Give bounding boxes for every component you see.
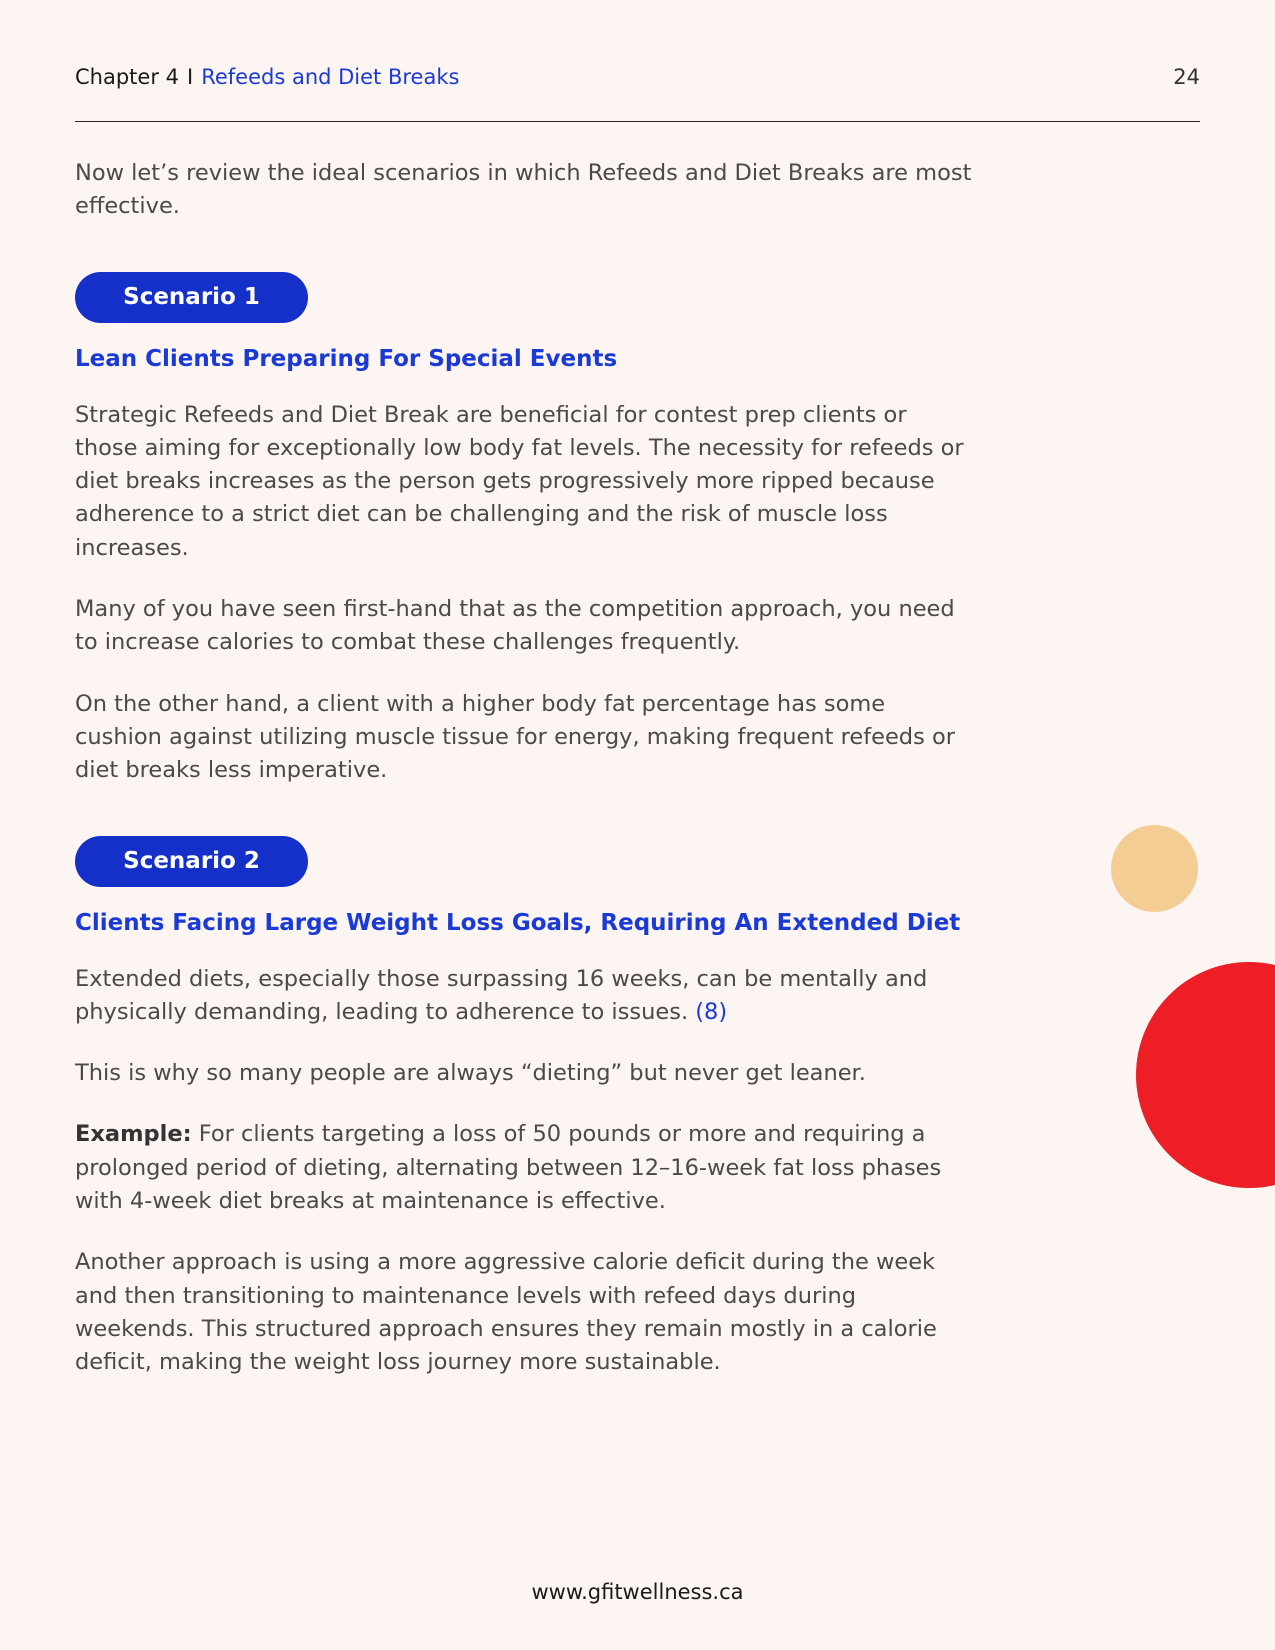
scenario-2-badge: Scenario 2: [75, 836, 308, 887]
example-text: For clients targeting a loss of 50 pounds or more and requiring a prolonged period of dieting, alternating between 12–16-week fat loss phases with 4-week diet breaks at maintenance is effective.: [75, 1121, 942, 1215]
scenario-1-paragraph: On the other hand, a client with a higher body fat percentage has some cushion against utilizing muscle tissue for energy, making frequent refeeds or diet breaks less imperative.: [75, 690, 955, 784]
page-header: [75, 62, 1200, 92]
example-label: Example:: [75, 1121, 192, 1148]
scenario-2-paragraph: [75, 963, 975, 1030]
page-content: [75, 157, 975, 1380]
scenario-2-section: [75, 836, 975, 1380]
example-paragraph: [75, 1118, 975, 1218]
scenario-2-paragraph: This is why so many people are always “dieting” but never get leaner.: [75, 1060, 866, 1087]
scenario-1-paragraph: Strategic Refeeds and Diet Break are beneficial for contest prep clients or those aiming for exceptionally low body fat levels. The necessity for refeeds or diet breaks increases as the person gets progressively more ripped because adherence to a strict diet can be challenging and the risk of muscle loss increases.: [75, 401, 964, 561]
paragraph-text: Extended diets, especially those surpassing 16 weeks, can be mentally and physically demanding, leading to adherence to issues.: [75, 965, 928, 1025]
scenario-2-paragraph: Another approach is using a more aggressive calorie deficit during the week and then transitioning to maintenance levels with refeed days during weekends. This structured approach ensures they remain mostly in a calorie deficit, making the weight loss journey more sustainable.: [75, 1249, 937, 1376]
chapter-label: Chapter 4: [75, 65, 179, 89]
scenario-1-title: Lean Clients Preparing For Special Events: [75, 345, 618, 372]
scenario-1-paragraph: Many of you have seen first-hand that as the competition approach, you need to increase calories to combat these challenges frequently.: [75, 596, 955, 656]
intro-paragraph: Now let’s review the ideal scenarios in which Refeeds and Diet Breaks are most effective.: [75, 160, 972, 220]
header-divider: [75, 121, 1200, 122]
footer-website[interactable]: www.gfitwellness.ca: [531, 1580, 744, 1604]
scenario-2-title: Clients Facing Large Weight Loss Goals, Requiring An Extended Diet: [75, 909, 961, 936]
reference-link[interactable]: (8): [695, 998, 728, 1025]
section-title: Refeeds and Diet Breaks: [201, 65, 460, 89]
decorative-red-circle: [1136, 962, 1275, 1188]
scenario-1-badge: Scenario 1: [75, 272, 308, 323]
decorative-yellow-circle: [1111, 825, 1198, 912]
page-number: 24: [1173, 65, 1200, 89]
header-separator: I: [187, 65, 194, 89]
scenario-1-section: [75, 272, 975, 788]
